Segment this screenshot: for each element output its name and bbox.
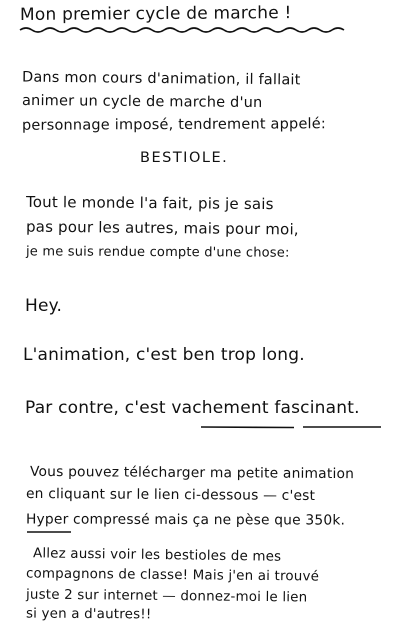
character-name: BESTIOLE.	[140, 150, 229, 166]
realization-line-3: je me suis rendue compte d'une chose:	[25, 244, 290, 261]
fascinant-underline	[302, 425, 382, 429]
classmates-line-1: Allez aussi voir les bestioles de mes	[32, 546, 282, 565]
hey-line: Hey.	[25, 296, 63, 316]
classmates-line-2: compagnons de classe! Mais j'en ai trouvé	[25, 566, 320, 585]
download-line-3-rest: compressé mais ça ne pèse que 350k.	[68, 511, 346, 529]
classmates-line-3: juste 2 sur internet — donnez-moi le lien	[25, 587, 308, 606]
hyper-word: Hyper	[25, 511, 69, 528]
title-wavy-underline	[18, 26, 353, 34]
fascinant-word: fascinant	[274, 398, 355, 418]
intro-line-1: Dans mon cours d'animation, il fallait	[21, 69, 301, 89]
vachement-word: vachement	[171, 398, 269, 418]
download-line-1: Vous pouvez télécharger ma petite animation	[29, 463, 355, 483]
page-title: Mon premier cycle de marche !	[19, 3, 292, 25]
vachement-underline	[200, 425, 295, 429]
fascinating-prefix: Par contre, c'est	[25, 398, 172, 418]
realization-line-1: Tout le monde l'a fait, pis je sais	[25, 192, 274, 214]
fascinating-suffix: .	[354, 398, 360, 418]
download-line-2: en cliquant sur le lien ci-dessous — c'est	[25, 485, 316, 505]
intro-line-3: personnage imposé, tendrement appelé:	[21, 116, 327, 134]
animation-long-line: L'animation, c'est ben trop long.	[23, 345, 305, 365]
download-line-3	[26, 511, 345, 528]
classmates-line-4: si yen a d'autres!!	[25, 606, 152, 623]
realization-line-2: pas pour les autres, mais pour moi,	[25, 217, 299, 239]
fascinating-line	[25, 398, 360, 418]
hyper-underline	[26, 530, 72, 534]
intro-line-2: animer un cycle de marche d'un	[21, 92, 263, 112]
